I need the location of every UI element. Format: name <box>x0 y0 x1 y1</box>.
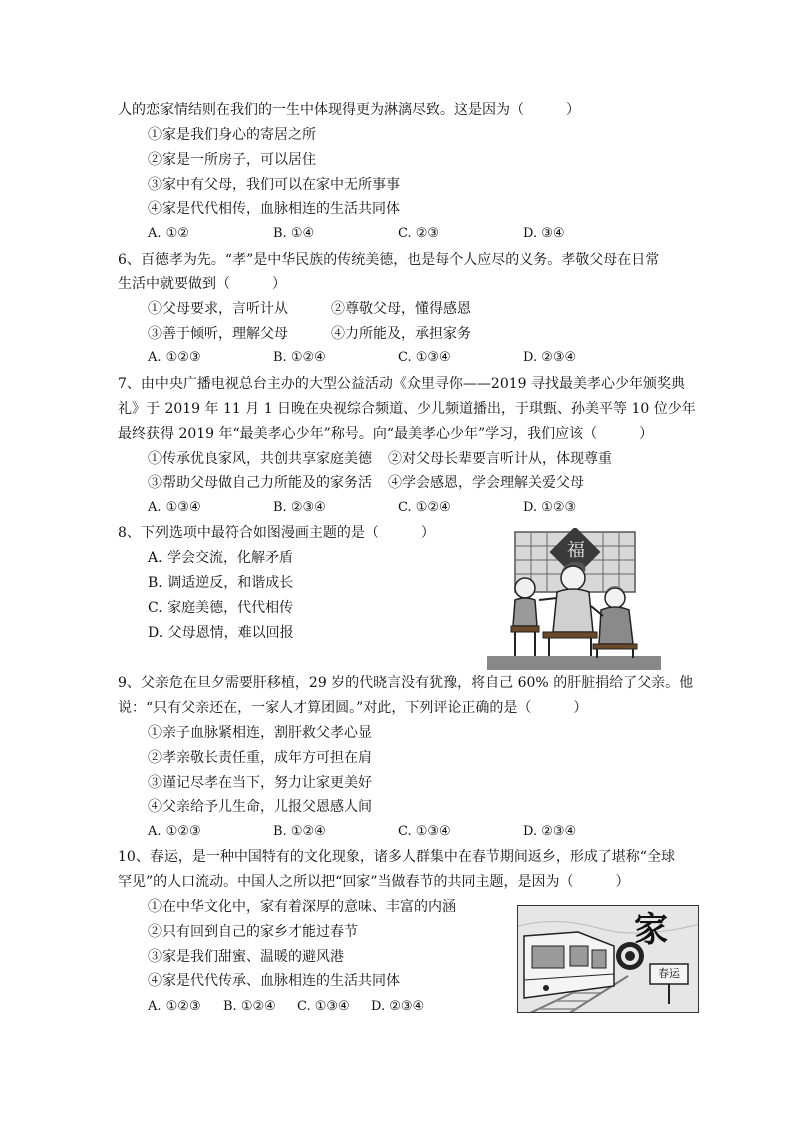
q10-item-3: ③家是我们甜蜜、温暖的避风港 <box>148 949 344 965</box>
q8-option-a: A. 学会交流，化解矛盾 <box>148 550 294 566</box>
q7-item-3: ③帮助父母做自己力所能及的家务活 <box>148 475 372 491</box>
q7-stem-line-1: 7、由中央广播电视总台主办的大型公益活动《众里寻你——2019 寻找最美孝心少年颁奖典 <box>118 376 685 392</box>
q10-item-4: ④家是代代传承、血脉相连的生活共同体 <box>148 973 400 989</box>
q6-item-4: ④力所能及，承担家务 <box>331 326 471 342</box>
q7-options <box>148 498 576 518</box>
q9-item-2: ②孝亲敬长责任重，成年方可担在肩 <box>148 750 372 766</box>
q8-option-d: D. 父母恩情，难以回报 <box>148 625 294 641</box>
q7-stem-line-3: 最终获得 2019 年“最美孝心少年”称号。向“最美孝心少年”学习，我们应该（ ） <box>118 426 654 442</box>
q6-item-3: ③善于倾听，理解父母 <box>148 326 288 342</box>
q7-option-d: D. ①②③ <box>523 500 577 515</box>
q5-option-d: D. ③④ <box>523 226 565 241</box>
q10-option-d: D. ②③④ <box>371 999 425 1014</box>
q9-options <box>148 822 576 842</box>
q5-options <box>148 224 565 244</box>
q9-item-4: ④父亲给予儿生命，儿报父恩感人间 <box>148 799 372 815</box>
q10-item-2: ②只有回到自己的家乡才能过春节 <box>148 924 358 940</box>
q6-items-row-2 <box>148 324 471 344</box>
q6-options <box>148 348 576 368</box>
q10-stem-line-1: 10、春运，是一种中国特有的文化现象，诸多人群集中在春节期间返乡，形成了堪称“全球 <box>118 849 675 865</box>
q5-option-b: B. ①④ <box>273 226 315 241</box>
q9-option-d: D. ②③④ <box>523 824 577 839</box>
q10-item-1: ①在中华文化中，家有着深厚的意味、丰富的内涵 <box>148 899 456 915</box>
q7-stem-line-2: 礼》于 2019 年 11 月 1 日晚在央视综合频道、少儿频道播出，于琪甄、孙美平等 10 位少年 <box>118 401 696 417</box>
q10-option-b: B. ①②④ <box>223 999 276 1014</box>
q9-item-3: ③谨记尽孝在当下，努力让家更美好 <box>148 775 372 791</box>
q8-stem: 8、下列选项中最符合如图漫画主题的是（ ） <box>118 525 435 541</box>
q5-item-1: ①家是我们身心的寄居之所 <box>148 127 316 143</box>
q6-item-2: ②尊敬父母，懂得感恩 <box>331 301 471 317</box>
q7-option-b: B. ②③④ <box>273 500 326 515</box>
q6-stem-line-1: 6、百德孝为先。“孝”是中华民族的传统美德，也是每个人应尽的义务。孝敬父母在日常 <box>118 252 660 268</box>
q10-options <box>148 997 424 1017</box>
q9-stem-line-1: 9、父亲危在旦夕需要肝移植，29 岁的代晓言没有犹豫，将自己 60% 的肝脏捐给了父亲。他 <box>118 675 694 691</box>
q10-home-character: 家 <box>634 910 668 950</box>
q6-option-b: B. ①②④ <box>273 350 326 365</box>
q9-option-c: C. ①③④ <box>398 824 451 839</box>
q5-item-4: ④家是代代相传，血脉相连的生活共同体 <box>148 201 400 217</box>
q8-option-b: B. 调适逆反，和谐成长 <box>148 575 294 591</box>
q5-option-c: C. ②③ <box>398 226 440 241</box>
q9-option-a: A. ①②③ <box>148 824 201 839</box>
q7-item-4: ④学会感恩，学会理解关爱父母 <box>388 475 584 491</box>
q9-option-b: B. ①②④ <box>273 824 326 839</box>
q7-option-a: A. ①③④ <box>148 500 201 515</box>
q6-stem-line-2: 生活中就要做到（ ） <box>118 276 286 292</box>
q10-spring-festival-image <box>517 905 699 1013</box>
q7-items-row-1 <box>148 449 612 469</box>
q7-items-row-2 <box>148 473 584 493</box>
q6-item-1: ①父母要求，言听计从 <box>148 301 288 317</box>
q8-cartoon-image <box>487 528 661 670</box>
q8-fu-character: 福 <box>567 540 585 561</box>
q6-option-d: D. ②③④ <box>523 350 577 365</box>
q7-option-c: C. ①②④ <box>398 500 451 515</box>
q6-option-a: A. ①②③ <box>148 350 201 365</box>
q9-stem-line-2: 说：“只有父亲还在，一家人才算团圆。”对此，下列评论正确的是（ ） <box>118 700 588 716</box>
q9-item-1: ①亲子血脉紧相连，割肝救父孝心显 <box>148 725 372 741</box>
q5-option-a: A. ①② <box>148 226 189 241</box>
q7-item-2: ②对父母长辈要言听计从，体现尊重 <box>388 451 612 467</box>
q10-stem-line-2: 罕见”的人口流动。中国人之所以把“回家”当做春节的共同主题，是因为（ ） <box>118 874 630 890</box>
q10-train-illustration <box>518 906 699 1013</box>
q6-items-row-1 <box>148 299 471 319</box>
q7-item-1: ①传承优良家风，共创共享家庭美德 <box>148 451 372 467</box>
q10-sign-text: 春运 <box>658 967 680 980</box>
q5-stem: 人的恋家情结则在我们的一生中体现得更为淋漓尽致。这是因为（ ） <box>118 102 580 118</box>
q5-item-2: ②家是一所房子，可以居住 <box>148 152 316 168</box>
q8-option-c: C. 家庭美德，代代相传 <box>148 600 294 616</box>
q10-option-a: A. ①②③ <box>148 999 201 1014</box>
q6-option-c: C. ①③④ <box>398 350 451 365</box>
q5-item-3: ③家中有父母，我们可以在家中无所事事 <box>148 177 400 193</box>
q10-option-c: C. ①③④ <box>297 999 350 1014</box>
